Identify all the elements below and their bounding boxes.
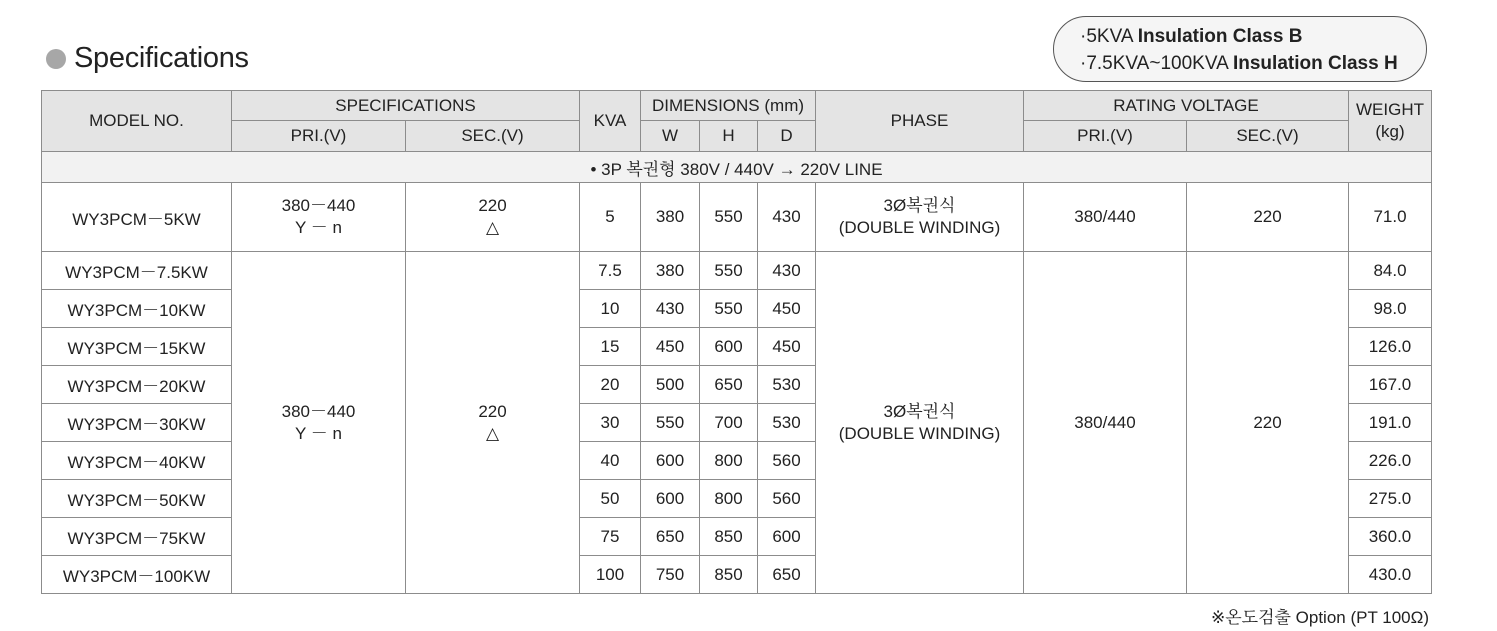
cell-weight: 167.0 xyxy=(1349,366,1432,404)
cell-d: 430 xyxy=(758,252,816,290)
cell-rv-pri-merged: 380/440 xyxy=(1024,252,1187,594)
cell-spec-pri: 380－440 Y － n xyxy=(232,183,406,252)
cell-h: 850 xyxy=(700,556,758,594)
cell-phase: 3Ø복권식 (DOUBLE WINDING) xyxy=(816,183,1024,252)
cell-kva: 50 xyxy=(580,480,641,518)
group-label: • 3P 복권형 380V / 440V → 220V LINE xyxy=(42,152,1432,183)
header-dim-w: W xyxy=(641,121,700,152)
cell-model: WY3PCM－5KW xyxy=(42,183,232,252)
cell-d: 530 xyxy=(758,366,816,404)
page-title: Specifications xyxy=(74,42,249,74)
header-row-2 xyxy=(42,121,1432,152)
header-dimensions: DIMENSIONS (mm) xyxy=(641,91,816,121)
cell-kva: 10 xyxy=(580,290,641,328)
cell-model: WY3PCM－40KW xyxy=(42,442,232,480)
insulation-class-badge xyxy=(1053,16,1427,82)
cell-kva: 15 xyxy=(580,328,641,366)
header-specifications: SPECIFICATIONS xyxy=(232,91,580,121)
cell-model: WY3PCM－7.5KW xyxy=(42,252,232,290)
header-rv-pri: PRI.(V) xyxy=(1024,121,1187,152)
cell-w: 750 xyxy=(641,556,700,594)
badge-line-2: ·7.5KVA~100KVA Insulation Class H xyxy=(1080,53,1398,74)
cell-w: 500 xyxy=(641,366,700,404)
cell-kva: 30 xyxy=(580,404,641,442)
cell-spec-sec: 220 △ xyxy=(406,183,580,252)
cell-spec-sec-merged: 220 △ xyxy=(406,252,580,594)
cell-h: 600 xyxy=(700,328,758,366)
cell-h: 550 xyxy=(700,183,758,252)
cell-d: 560 xyxy=(758,480,816,518)
cell-model: WY3PCM－30KW xyxy=(42,404,232,442)
header-dim-d: D xyxy=(758,121,816,152)
cell-model: WY3PCM－50KW xyxy=(42,480,232,518)
cell-h: 800 xyxy=(700,442,758,480)
cell-h: 700 xyxy=(700,404,758,442)
header-rating-voltage: RATING VOLTAGE xyxy=(1024,91,1349,121)
header-spec-sec: SEC.(V) xyxy=(406,121,580,152)
cell-w: 600 xyxy=(641,480,700,518)
cell-weight: 275.0 xyxy=(1349,480,1432,518)
header-spec-pri: PRI.(V) xyxy=(232,121,406,152)
cell-h: 550 xyxy=(700,252,758,290)
cell-w: 380 xyxy=(641,183,700,252)
section-heading xyxy=(46,42,249,75)
table-row xyxy=(42,183,1432,252)
bullet-dot-icon xyxy=(46,49,66,69)
cell-kva: 7.5 xyxy=(580,252,641,290)
cell-rv-pri: 380/440 xyxy=(1024,183,1187,252)
cell-rv-sec-merged: 220 xyxy=(1187,252,1349,594)
header-weight: WEIGHT (kg) xyxy=(1349,91,1432,152)
cell-phase-merged: 3Ø복권식 (DOUBLE WINDING) xyxy=(816,252,1024,594)
cell-w: 380 xyxy=(641,252,700,290)
cell-w: 550 xyxy=(641,404,700,442)
cell-kva: 40 xyxy=(580,442,641,480)
cell-d: 650 xyxy=(758,556,816,594)
cell-kva: 20 xyxy=(580,366,641,404)
header-dim-h: H xyxy=(700,121,758,152)
cell-d: 450 xyxy=(758,290,816,328)
cell-h: 800 xyxy=(700,480,758,518)
cell-weight: 430.0 xyxy=(1349,556,1432,594)
cell-weight: 84.0 xyxy=(1349,252,1432,290)
cell-h: 850 xyxy=(700,518,758,556)
cell-kva: 100 xyxy=(580,556,641,594)
header-kva: KVA xyxy=(580,91,641,152)
cell-d: 430 xyxy=(758,183,816,252)
cell-weight: 98.0 xyxy=(1349,290,1432,328)
cell-weight: 226.0 xyxy=(1349,442,1432,480)
cell-d: 560 xyxy=(758,442,816,480)
cell-weight: 191.0 xyxy=(1349,404,1432,442)
cell-spec-pri-merged: 380－440 Y － n xyxy=(232,252,406,594)
cell-model: WY3PCM－10KW xyxy=(42,290,232,328)
header-phase: PHASE xyxy=(816,91,1024,152)
cell-d: 600 xyxy=(758,518,816,556)
cell-d: 450 xyxy=(758,328,816,366)
cell-weight: 71.0 xyxy=(1349,183,1432,252)
cell-w: 600 xyxy=(641,442,700,480)
cell-kva: 5 xyxy=(580,183,641,252)
badge-line-1: ·5KVA Insulation Class B xyxy=(1080,26,1303,47)
cell-weight: 126.0 xyxy=(1349,328,1432,366)
cell-w: 650 xyxy=(641,518,700,556)
cell-model: WY3PCM－100KW xyxy=(42,556,232,594)
cell-w: 430 xyxy=(641,290,700,328)
cell-h: 650 xyxy=(700,366,758,404)
cell-model: WY3PCM－20KW xyxy=(42,366,232,404)
header-model: MODEL NO. xyxy=(42,91,232,152)
header-row-1 xyxy=(42,91,1432,121)
cell-kva: 75 xyxy=(580,518,641,556)
cell-w: 450 xyxy=(641,328,700,366)
specifications-table xyxy=(41,90,1432,594)
header-rv-sec: SEC.(V) xyxy=(1187,121,1349,152)
cell-d: 530 xyxy=(758,404,816,442)
group-row xyxy=(42,152,1432,183)
footnote: ※온도검출 Option (PT 100Ω) xyxy=(1211,608,1429,627)
cell-model: WY3PCM－75KW xyxy=(42,518,232,556)
cell-weight: 360.0 xyxy=(1349,518,1432,556)
table-row xyxy=(42,252,1432,290)
cell-model: WY3PCM－15KW xyxy=(42,328,232,366)
cell-h: 550 xyxy=(700,290,758,328)
cell-rv-sec: 220 xyxy=(1187,183,1349,252)
